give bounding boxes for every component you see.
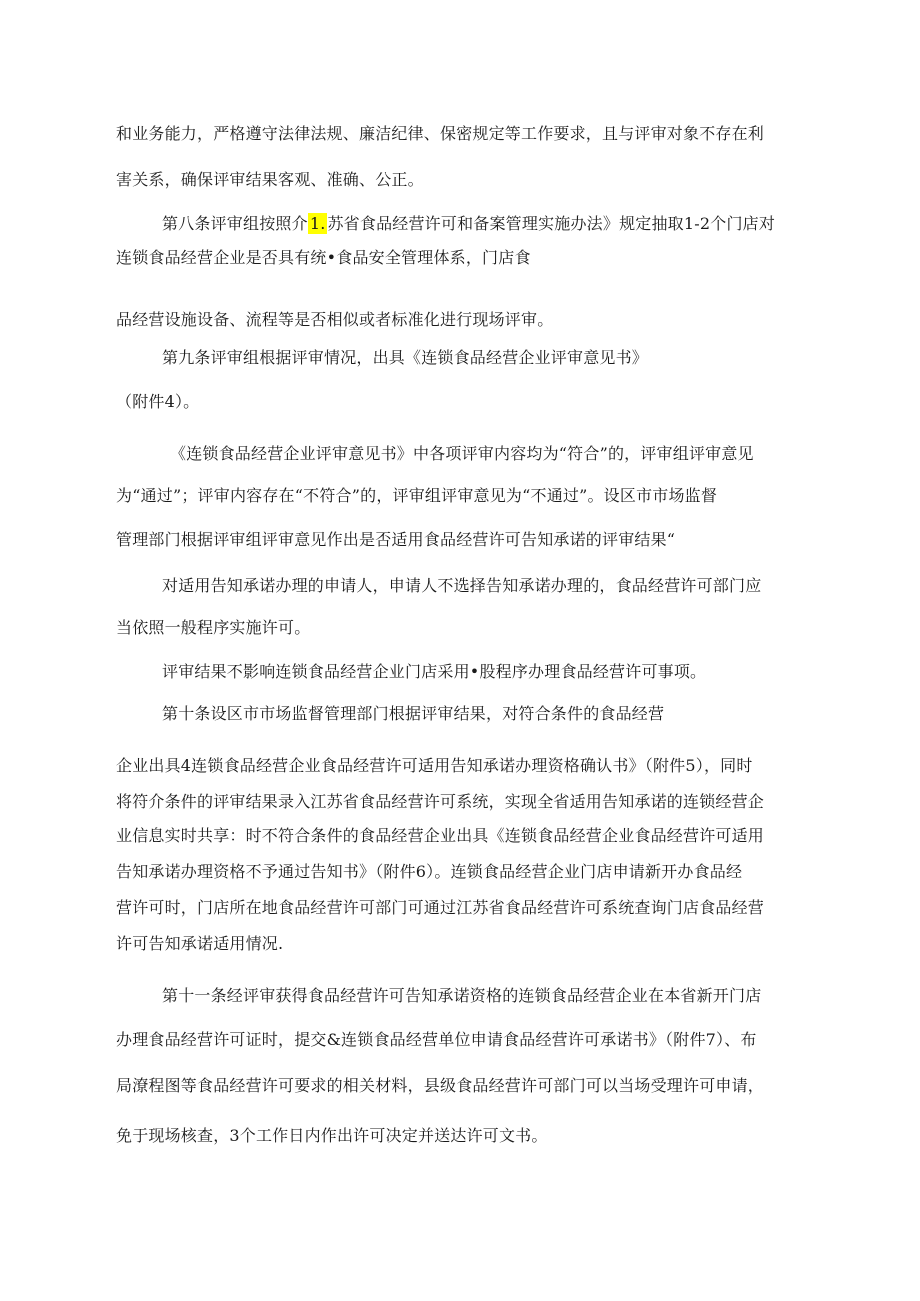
article-11-line: 第十一条经评审获得食品经营许可告知承诺资格的连锁食品经营企业在本省新开门店 [162,986,762,1005]
text-line: 营许可时，门店所在地食品经营许可部门可通过江苏省食品经营许可系统查询门店食品经营 [116,898,765,917]
text-line: 害关系，确保评审结果客观、准确、公正。 [116,170,424,189]
article-9-line: 第九条评审组根据评审情况，出具《连锁食品经营企业评审意见书》 [162,348,649,367]
text-line: 品经营设施设备、流程等是否相似或者标准化进行现场评审。 [116,310,554,329]
text-line: 管理部门根据评审组评审意见作出是否适用食品经营许可告知承诺的评审结果“ [116,530,676,549]
text-line: 业信息实时共享：时不符合条件的食品经营企业出具《连锁食品经营企业食品经营许可适用 [116,826,765,845]
text-segment: 第八条评审组按照介 [162,214,308,233]
text-line: 连锁食品经营企业是否具有统•食品安全管理体系，门店食 [116,248,531,267]
text-line: 将符介条件的评审结果录入江苏省食品经营许可系统，实现全省适用告知承诺的连锁经营企 [116,792,765,811]
text-line: 办理食品经营许可证时，提交&连锁食品经营单位申请食品经营许可承诺书》（附件7）、布 [116,1030,757,1049]
text-line: 评审结果不影响连锁食品经营企业门店采用•股程序办理食品经营许可事项。 [162,662,707,681]
text-line: 免于现场核查，3个工作日内作出许可决定并送达许可文书。 [116,1126,548,1145]
text-line: 《连锁食品经营企业评审意见书》中各项评审内容均为“符合”的，评审组评审意见 [170,444,754,463]
article-10-line: 第十条设区市市场监督管理部门根据评审结果，对符合条件的食品经营 [162,704,665,723]
text-line: 局潦程图等食品经营许可要求的相关材料，县级食品经营许可部门可以当场受理许可申请， [116,1076,765,1095]
text-line: 和业务能力，严格遵守法律法规、廉洁纪律、保密规定等工作要求，且与评审对象不存在利 [116,124,765,143]
text-line: 许可告知承诺适用情况. [116,934,284,953]
text-line: （附件4）。 [116,392,200,411]
text-line: 当依照一般程序实施许可。 [116,618,311,637]
text-line: 告知承诺办理资格不予通过告知书》（附件6）。连锁食品经营企业门店申请新开办食品经 [116,862,743,881]
text-segment: 苏省食品经营许可和备案管理实施办法》规定抽取1-2个门店对 [327,214,776,233]
text-line: 为“通过”；评审内容存在“不符合”的，评审组评审意见为“不通过”。设区市市场监督 [116,486,718,505]
text-line: 企业出具4连锁食品经营企业食品经营许可适用告知承诺办理资格确认书》（附件5），同时 [116,756,753,775]
text-line: 对适用告知承诺办理的申请人，申请人不选择告知承诺办理的，食品经营许可部门应 [162,576,762,595]
article-8-line [162,214,775,234]
highlighted-text: 1. [309,214,326,233]
